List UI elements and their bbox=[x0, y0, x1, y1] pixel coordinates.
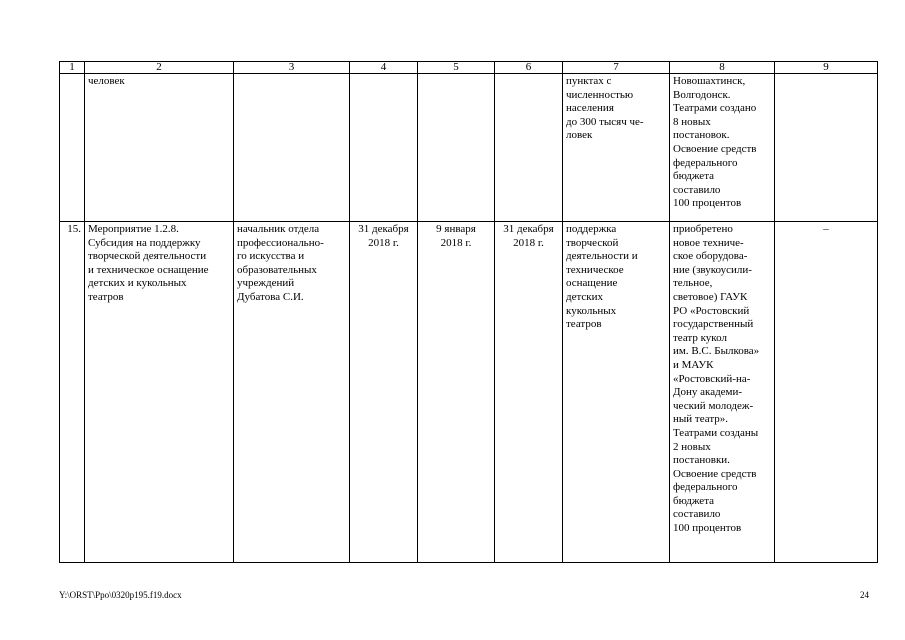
cell-responsible bbox=[234, 74, 350, 222]
cell-text-line: приобретено bbox=[673, 223, 733, 235]
cell-text-line: федерального bbox=[673, 156, 738, 169]
cell-start-date bbox=[418, 222, 495, 563]
cell-text-line: ние (звукоусили- bbox=[673, 263, 752, 276]
cell-text-line: тельное, bbox=[673, 277, 713, 290]
col-header-4: 4 bbox=[350, 62, 418, 74]
cell-text-line: бюджета bbox=[673, 494, 715, 507]
cell-text-line: театров bbox=[566, 318, 602, 331]
cell-text-line: детских и кукольных bbox=[88, 277, 187, 290]
cell-measure bbox=[85, 222, 234, 563]
cell-reasons: – bbox=[775, 222, 878, 563]
cell-text-line: им. В.С. Былкова» bbox=[673, 345, 760, 358]
col-header-9: 9 bbox=[775, 62, 878, 74]
cell-text-line: начальник отдела bbox=[237, 223, 320, 235]
cell-text-line: го искусства и bbox=[237, 250, 305, 263]
cell-text-line: человек bbox=[88, 75, 125, 87]
cell-end-date bbox=[495, 222, 563, 563]
cell-text-line: Новошахтинск, bbox=[673, 75, 746, 87]
cell-text-line: постановок. bbox=[673, 129, 730, 142]
cell-text-line: до 300 тысяч че- bbox=[566, 115, 644, 128]
cell-planned-date bbox=[350, 74, 418, 222]
cell-text-line: государственный bbox=[673, 318, 754, 331]
cell-text-line: Волгодонск. bbox=[673, 88, 731, 101]
cell-text-line: ный театр». bbox=[673, 413, 729, 426]
cell-text-line: Освоение средств bbox=[673, 142, 757, 155]
col-header-8: 8 bbox=[670, 62, 775, 74]
cell-text-line: образовательных bbox=[237, 263, 317, 276]
col-header-2: 2 bbox=[85, 62, 234, 74]
cell-responsible bbox=[234, 222, 350, 563]
cell-text-line: Театрами создано bbox=[673, 102, 757, 115]
table-row-continued bbox=[60, 74, 878, 222]
cell-text-line: ское оборудова- bbox=[673, 250, 748, 263]
cell-text-line: Дону академи- bbox=[673, 386, 743, 399]
cell-text-line: театров bbox=[88, 290, 124, 303]
cell-text-line: бюджета bbox=[673, 170, 715, 183]
plan-table bbox=[59, 61, 878, 563]
cell-text-line: творческой bbox=[566, 236, 619, 249]
cell-text-line: Дубатова С.И. bbox=[237, 290, 304, 303]
cell-text-line: 2 новых bbox=[673, 440, 711, 453]
col-header-7: 7 bbox=[563, 62, 670, 74]
column-number-row bbox=[60, 62, 878, 74]
cell-planned-date bbox=[350, 222, 418, 563]
cell-text-line: Мероприятие 1.2.8. bbox=[88, 223, 179, 235]
cell-start-date bbox=[418, 74, 495, 222]
cell-text-line: деятельности и bbox=[566, 250, 638, 263]
cell-number: 15. bbox=[60, 222, 85, 563]
cell-text-line: ловек bbox=[566, 129, 593, 142]
cell-actual-result bbox=[670, 74, 775, 222]
cell-text-line: Освоение средств bbox=[673, 467, 757, 480]
col-header-6: 6 bbox=[495, 62, 563, 74]
cell-number bbox=[60, 74, 85, 222]
cell-text-line: и МАУК bbox=[673, 358, 714, 371]
cell-text-line: техническое bbox=[566, 263, 624, 276]
cell-text-line: кукольных bbox=[566, 304, 617, 317]
cell-text-line: профессионально- bbox=[237, 236, 324, 249]
cell-text-line: РО «Ростовский bbox=[673, 304, 750, 317]
cell-text-line: 2018 г. bbox=[513, 236, 544, 249]
cell-text-line: Театрами созданы bbox=[673, 426, 759, 439]
cell-text-line: детских bbox=[566, 290, 604, 303]
page-number: 24 bbox=[860, 590, 869, 600]
cell-text-line: 2018 г. bbox=[440, 236, 472, 249]
cell-reasons bbox=[775, 74, 878, 222]
table-row-15 bbox=[60, 222, 878, 563]
cell-text-line: 31 декабря bbox=[358, 223, 409, 235]
footer-file-path: Y:\ORST\Ppo\0320p195.f19.docx bbox=[59, 590, 182, 600]
cell-text-line: населения bbox=[566, 102, 614, 115]
cell-actual-result bbox=[670, 222, 775, 563]
cell-text-line: поддержка bbox=[566, 223, 617, 235]
cell-planned-result bbox=[563, 74, 670, 222]
cell-text-line: театр кукол bbox=[673, 331, 727, 344]
col-header-1: 1 bbox=[60, 62, 85, 74]
cell-text-line: оснащение bbox=[566, 277, 618, 290]
cell-text-line: новое техниче- bbox=[673, 236, 744, 249]
col-header-5: 5 bbox=[418, 62, 495, 74]
cell-text-line: составило bbox=[673, 508, 721, 521]
cell-text-line: ческий молодеж- bbox=[673, 399, 754, 412]
cell-measure bbox=[85, 74, 234, 222]
cell-text-line: 9 января bbox=[436, 223, 476, 235]
cell-planned-result bbox=[563, 222, 670, 563]
cell-text-line: 2018 г. bbox=[368, 236, 399, 249]
cell-text-line: творческой деятельности bbox=[88, 250, 207, 263]
cell-text-line: «Ростовский-на- bbox=[673, 372, 751, 385]
cell-text-line: 100 процентов bbox=[673, 197, 742, 210]
cell-text-line: и техническое оснащение bbox=[88, 263, 209, 276]
cell-text-line: численностью bbox=[566, 88, 634, 101]
cell-text-line: составило bbox=[673, 183, 721, 196]
cell-text-line: постановки. bbox=[673, 454, 730, 467]
cell-text-line: учреждений bbox=[237, 277, 295, 290]
cell-text-line: 8 новых bbox=[673, 115, 711, 128]
cell-text-line: Субсидия на поддержку bbox=[88, 236, 201, 249]
cell-text-line: 100 процентов bbox=[673, 522, 742, 535]
cell-end-date bbox=[495, 74, 563, 222]
cell-text-line: пунктах с bbox=[566, 75, 612, 87]
col-header-3: 3 bbox=[234, 62, 350, 74]
cell-text-line: федерального bbox=[673, 481, 738, 494]
cell-text-line: световое) ГАУК bbox=[673, 290, 748, 303]
cell-text-line: 31 декабря bbox=[503, 223, 554, 235]
